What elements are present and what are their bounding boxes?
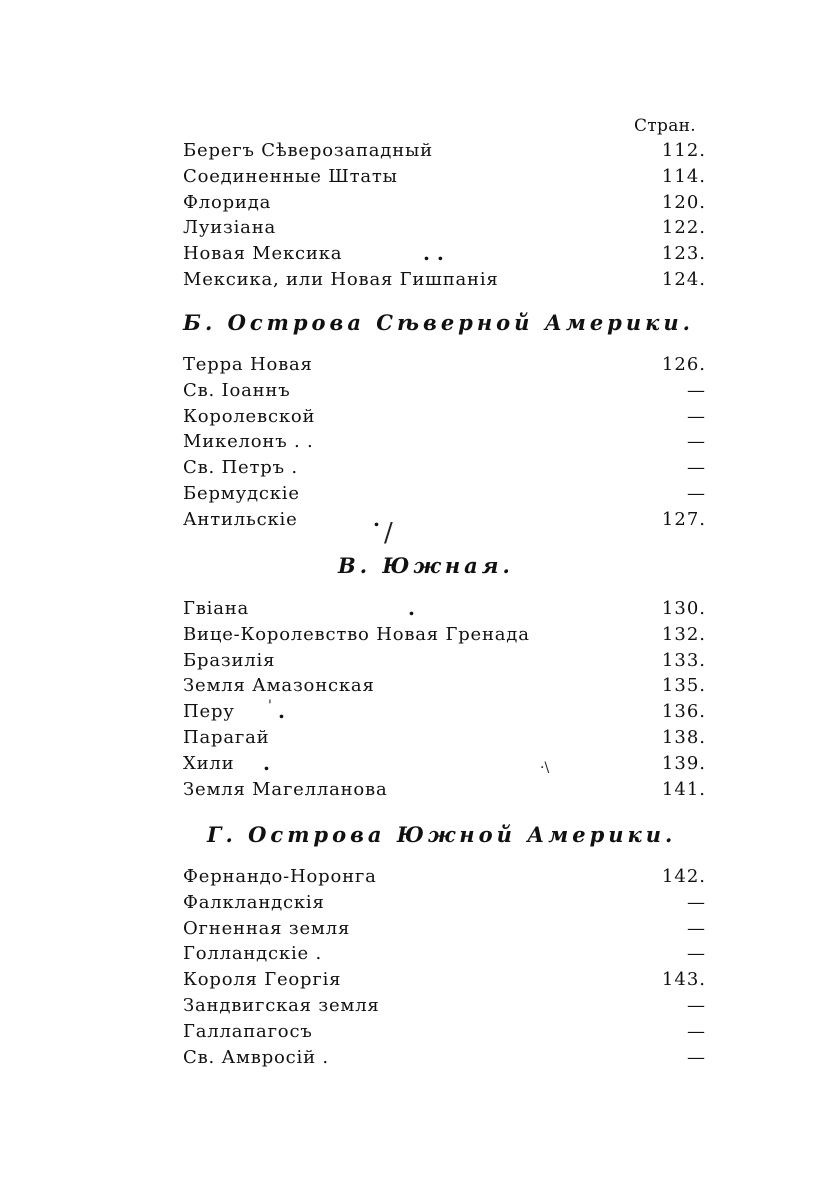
toc-entry-page: 112. [661, 140, 706, 161]
toc-entry-page: — [687, 405, 706, 427]
toc-entry-name: Перу [183, 701, 235, 723]
toc-entry-page: — [687, 379, 706, 401]
leader-dots: . [278, 699, 285, 724]
toc-row [183, 507, 708, 533]
toc-entry-page: — [687, 457, 706, 479]
toc-group-c [183, 596, 708, 802]
toc-entry-name: Терра Новая [183, 354, 313, 375]
toc-entry-page: — [687, 431, 706, 453]
toc-entry-name: Соединенные Штаты [183, 165, 398, 187]
section-heading: Г. Острова Южной Америки. [207, 822, 677, 847]
toc-entry-name: Берегъ Сѣверозападный [183, 140, 433, 161]
toc-row [183, 352, 708, 378]
toc-entry-page: — [687, 891, 706, 913]
ink-mark: ·\ [540, 760, 550, 776]
toc-entry-name: Хили [183, 752, 235, 774]
toc-entry-name: Галлапагосъ [183, 1020, 313, 1042]
leader-dots: . [373, 506, 380, 531]
toc-entry-name: Огненная земля [183, 917, 351, 939]
toc-group-d [183, 864, 708, 1070]
toc-entry-page: 141. [661, 778, 706, 800]
section-heading: В. Южная. [338, 553, 514, 578]
toc-entry-page: 124. [661, 268, 706, 290]
toc-row [183, 378, 708, 404]
toc-row [183, 267, 708, 293]
toc-group-b [183, 352, 708, 533]
toc-entry-name: Бразилія [183, 649, 276, 671]
toc-entry-page: 143. [661, 969, 706, 991]
toc-entry-name: Фернандо-Норонга [183, 866, 377, 887]
toc-row [183, 164, 708, 190]
toc-entry-name: Микелонъ . . [183, 431, 314, 453]
toc-group-a [183, 138, 708, 293]
toc-row [183, 864, 708, 890]
toc-entry-page: 120. [661, 191, 706, 213]
toc-entry-page: 142. [661, 866, 706, 887]
ink-mark: ' [268, 698, 272, 714]
toc-entry-page: 130. [661, 598, 706, 619]
toc-row [183, 916, 708, 942]
toc-entry-name: Флорида [183, 191, 272, 213]
toc-entry-name: Луизіана [183, 217, 277, 239]
toc-entry-name: Короля Георгія [183, 969, 342, 991]
toc-entry-name: Новая Мексика [183, 243, 343, 265]
toc-entry-page: 114. [661, 165, 706, 187]
toc-entry-page: — [687, 917, 706, 939]
toc-row [183, 673, 708, 699]
toc-entry-name: Св. Петръ . [183, 457, 298, 479]
toc-row [183, 190, 708, 216]
toc-entry-name: Голландскіе . [183, 943, 323, 965]
toc-entry-page: — [687, 994, 706, 1016]
leader-dots: . [408, 596, 415, 620]
page-column-label: Стран. [634, 116, 696, 136]
toc-entry-page: 132. [661, 623, 706, 645]
toc-row [183, 1019, 708, 1045]
toc-entry-name: Фалкландскія [183, 891, 325, 913]
toc-row [183, 993, 708, 1019]
toc-entry-name: Вице-Королевство Новая Гренада [183, 623, 530, 645]
toc-entry-name: Земля Амазонская [183, 675, 375, 697]
toc-entry-page: — [687, 1020, 706, 1042]
toc-row [183, 751, 708, 777]
section-heading: Б. Острова Сѣверной Америки. [183, 310, 694, 335]
toc-entry-page: 139. [661, 752, 706, 774]
toc-row [183, 777, 708, 803]
toc-entry-name: Мексика, или Новая Гишпанія [183, 268, 499, 290]
toc-row [183, 481, 708, 507]
toc-entry-page: — [687, 482, 706, 504]
toc-row [183, 941, 708, 967]
toc-row [183, 138, 708, 164]
toc-entry-page: — [687, 943, 706, 965]
leader-dots: . [263, 750, 270, 775]
toc-entry-name: Бермудскіе [183, 482, 300, 504]
toc-row [183, 429, 708, 455]
toc-row [183, 967, 708, 993]
toc-row [183, 725, 708, 751]
toc-row [183, 215, 708, 241]
toc-row [183, 622, 708, 648]
toc-row [183, 1045, 708, 1071]
toc-entry-page: 127. [661, 508, 706, 530]
toc-row [183, 455, 708, 481]
toc-row [183, 648, 708, 674]
leader-dots: . . [423, 241, 444, 266]
toc-entry-name: Св. Амвросій . [183, 1046, 329, 1068]
toc-entry-name: Гвіана [183, 598, 250, 619]
toc-row [183, 404, 708, 430]
toc-row [183, 596, 708, 622]
toc-entry-name: Земля Магелланова [183, 778, 388, 800]
toc-entry-page: 126. [661, 354, 706, 375]
toc-entry-name: Парагай [183, 726, 270, 748]
toc-entry-name: Зандвигская земля [183, 994, 380, 1016]
toc-entry-name: Королевской [183, 405, 316, 427]
toc-entry-page: — [687, 1046, 706, 1068]
toc-entry-page: 136. [661, 701, 706, 723]
toc-row [183, 241, 708, 267]
ink-mark: / [384, 518, 393, 548]
toc-entry-page: 138. [661, 726, 706, 748]
toc-entry-page: 122. [661, 217, 706, 239]
toc-row [183, 699, 708, 725]
toc-entry-name: Антильскіе [183, 508, 298, 530]
toc-entry-page: 135. [661, 675, 706, 697]
toc-entry-page: 123. [661, 243, 706, 265]
toc-row [183, 890, 708, 916]
toc-entry-page: 133. [661, 649, 706, 671]
toc-entry-name: Св. Іоаннъ [183, 379, 291, 401]
